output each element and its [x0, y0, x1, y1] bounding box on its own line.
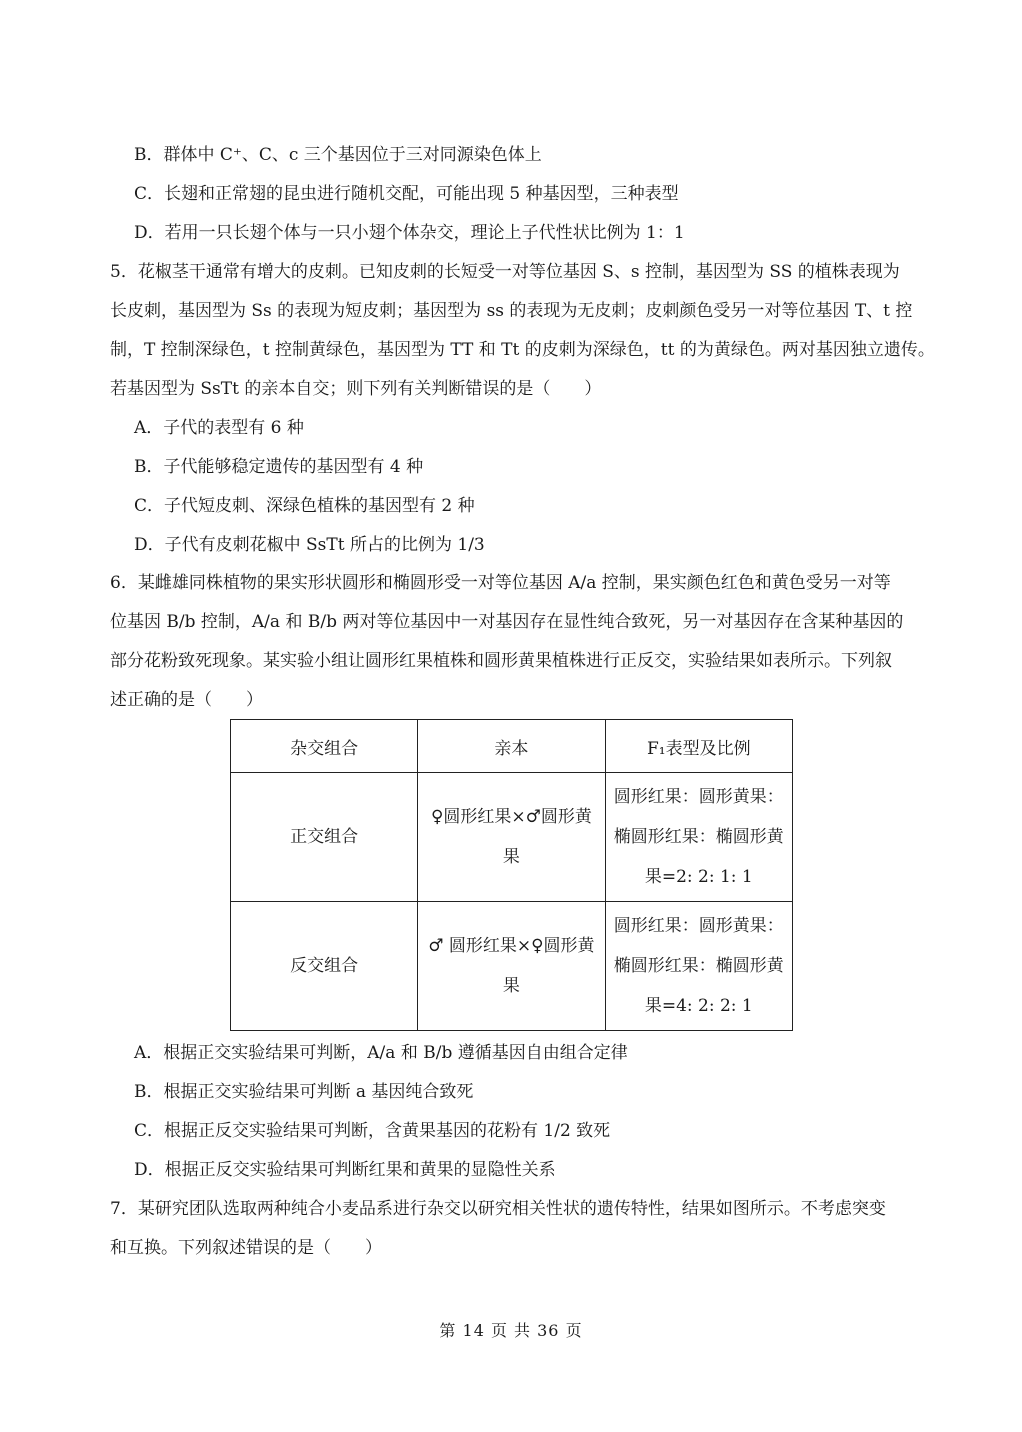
cross-results-table [230, 719, 793, 1031]
q4-option-c: C．长翅和正常翅的昆虫进行随机交配，可能出现 5 种基因型，三种表型 [134, 184, 679, 204]
table-row [231, 902, 793, 1031]
cell-result-line: 椭圆形红果：椭圆形黄 [613, 827, 784, 847]
table-header-row [231, 720, 793, 773]
cell-parents [418, 773, 605, 902]
cell-parents [418, 902, 605, 1031]
q6-stem-line: 部分花粉致死现象。某实验小组让圆形红果植株和圆形黄果植株进行正反交，实验结果如表所示。下列叙 [110, 651, 892, 671]
cell-parents-line: ♂ 圆形红果×♀圆形黄 [428, 936, 595, 956]
q7-stem-line: 和互换。下列叙述错误的是（ ） [110, 1238, 382, 1258]
cell-parents-line: 果 [502, 976, 520, 996]
q5-option-a: A．子代的表型有 6 种 [134, 418, 304, 438]
header-f1-phenotype-ratio: F₁表型及比例 [605, 720, 792, 773]
q5-option-b: B．子代能够稳定遗传的基因型有 4 种 [134, 457, 424, 477]
cell-result-line: 圆形红果：圆形黄果： [613, 916, 784, 936]
cell-result [605, 902, 792, 1031]
cell-result-line: 果=4: 2: 2: 1 [644, 996, 753, 1016]
cell-parents-line: 果 [502, 847, 520, 867]
cell-result-line: 椭圆形红果：椭圆形黄 [613, 956, 784, 976]
q5-option-c: C．子代短皮刺、深绿色植株的基因型有 2 种 [134, 496, 475, 516]
q6-option-a: A．根据正交实验结果可判断，A/a 和 B/b 遵循基因自由组合定律 [134, 1043, 628, 1063]
q6-option-c: C．根据正反交实验结果可判断，含黄果基因的花粉有 1/2 致死 [134, 1121, 611, 1141]
cell-combo: 反交组合 [231, 902, 418, 1031]
table-row [231, 773, 793, 902]
q4-option-d: D．若用一只长翅个体与一只小翅个体杂交，理论上子代性状比例为 1：1 [134, 223, 685, 243]
q6-stem-line: 位基因 B/b 控制，A/a 和 B/b 两对等位基因中一对基因存在显性纯合致死，另一对基因存在含某种基因的 [110, 612, 904, 632]
cell-result [605, 773, 792, 902]
header-parents: 亲本 [418, 720, 605, 773]
q5-stem-line: 长皮刺，基因型为 Ss 的表现为短皮刺；基因型为 ss 的表现为无皮刺；皮刺颜色受另一对等位基因 T、t 控 [110, 301, 913, 321]
cell-result-line: 圆形红果：圆形黄果： [613, 787, 784, 807]
q4-option-b: B．群体中 C⁺、C、c 三个基因位于三对同源染色体上 [134, 145, 542, 165]
q5-stem-line: 若基因型为 SsTt 的亲本自交；则下列有关判断错误的是（ ） [110, 379, 602, 399]
cell-combo: 正交组合 [231, 773, 418, 902]
q5-option-d: D．子代有皮刺花椒中 SsTt 所占的比例为 1/3 [134, 535, 485, 555]
q6-stem-line: 6．某雌雄同株植物的果实形状圆形和椭圆形受一对等位基因 A/a 控制，果实颜色红色和黄色受另一对等 [110, 573, 891, 593]
cell-parents-line: ♀圆形红果×♂圆形黄 [430, 807, 592, 827]
q7-stem-line: 7．某研究团队选取两种纯合小麦品系进行杂交以研究相关性状的遗传特性，结果如图所示。不考虑突变 [110, 1199, 886, 1219]
q6-stem-line: 述正确的是（ ） [110, 690, 263, 710]
q5-stem-line: 5．花椒茎干通常有增大的皮刺。已知皮刺的长短受一对等位基因 S、s 控制，基因型为 SS 的植株表现为 [110, 262, 900, 282]
cell-result-line: 果=2: 2: 1: 1 [644, 867, 753, 887]
header-cross-combo: 杂交组合 [231, 720, 418, 773]
q6-option-d: D．根据正反交实验结果可判断红果和黄果的显隐性关系 [134, 1160, 556, 1180]
page-number-footer: 第 14 页 共 36 页 [439, 1321, 583, 1340]
q5-stem-line: 制，T 控制深绿色，t 控制黄绿色，基因型为 TT 和 Tt 的皮刺为深绿色，tt 的为黄绿色。两对基因独立遗传。 [110, 340, 935, 360]
q6-option-b: B．根据正交实验结果可判断 a 基因纯合致死 [134, 1082, 474, 1102]
